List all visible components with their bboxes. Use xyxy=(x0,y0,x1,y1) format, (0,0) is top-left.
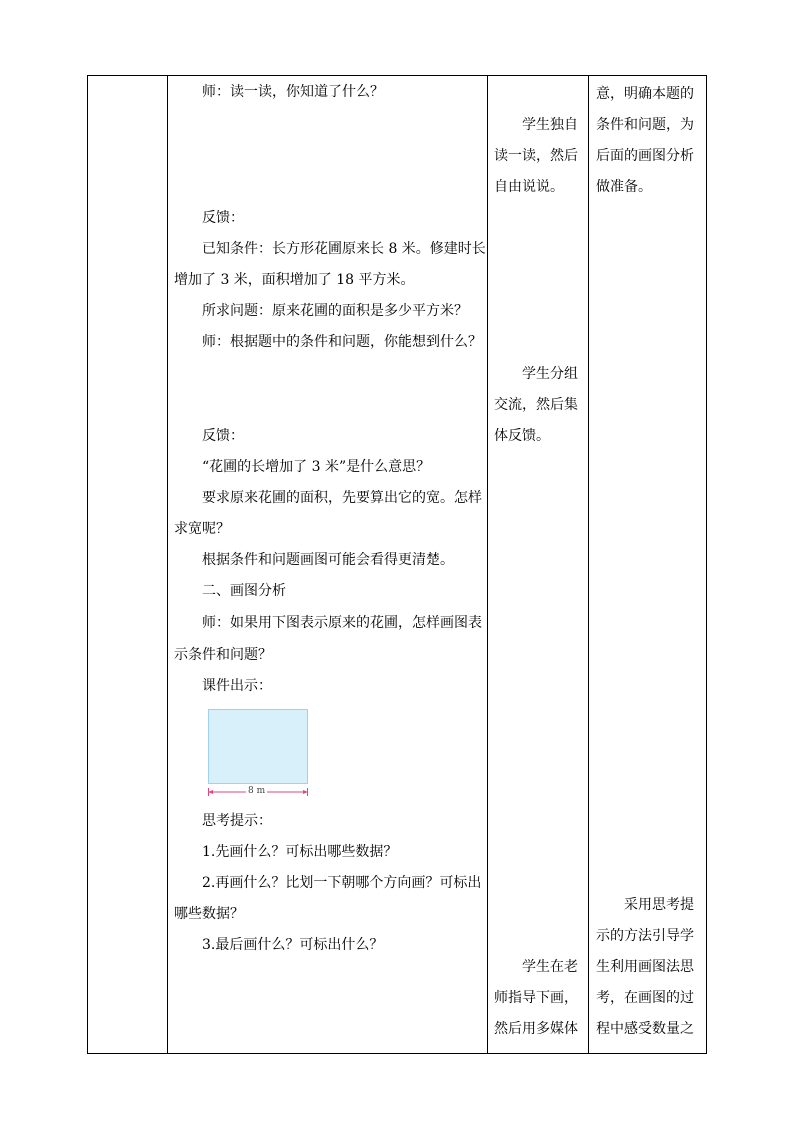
teacher-line-read: 师：读一读，你知道了什么？ xyxy=(202,84,384,100)
table-bottom-border xyxy=(87,1053,707,1054)
student-activity-3-line-2: 师指导下画， xyxy=(494,990,578,1006)
table-divider-2 xyxy=(487,75,488,1054)
design-intent-2-line-4: 考，在画图的过 xyxy=(596,990,694,1006)
length-dimension-label: 8 m xyxy=(248,786,266,796)
garden-rectangle xyxy=(208,709,308,784)
table-border-right xyxy=(706,75,707,1054)
drawing-hint-line: 根据条件和问题画图可能会看得更清楚。 xyxy=(202,552,454,568)
hint-step-2-line-2: 哪些数据？ xyxy=(174,906,244,922)
design-intent-2-line-3: 生利用画图法思 xyxy=(596,959,694,975)
known-condition-line-2: 增加了 3 米，面积增加了 18 平方米。 xyxy=(174,272,415,288)
design-intent-2-line-1: 采用思考提 xyxy=(624,897,694,913)
question-line: 所求问题：原来花圃的面积是多少平方米？ xyxy=(202,303,468,319)
design-intent-1-line-3: 后面的画图分析 xyxy=(596,148,694,164)
table-border-left xyxy=(87,75,88,1054)
table-divider-3 xyxy=(588,75,589,1054)
student-activity-1-line-2: 读一读，然后 xyxy=(494,148,578,164)
student-activity-1-line-3: 自由说说。 xyxy=(494,179,564,195)
feedback-label: 反馈： xyxy=(202,210,244,226)
design-intent-2-line-5: 程中感受数量之 xyxy=(596,1021,694,1037)
garden-rectangle-figure xyxy=(208,709,308,795)
design-intent-1-line-4: 做准备。 xyxy=(596,179,652,195)
table-top-border xyxy=(87,75,707,76)
teacher-line-draw-2: 示条件和问题？ xyxy=(174,647,272,663)
courseware-label: 课件出示： xyxy=(202,678,272,694)
student-activity-2-line-2: 交流，然后集 xyxy=(494,397,578,413)
length-meaning-line: “花圃的长增加了 3 米”是什么意思？ xyxy=(202,459,431,475)
width-line-2: 求宽呢？ xyxy=(174,521,230,537)
known-condition-line-1: 已知条件：长方形花圃原来长 8 米。修建时长 xyxy=(202,241,486,257)
hint-step-1: 1.先画什么？可标出哪些数据？ xyxy=(202,844,398,860)
teacher-line-think: 师：根据题中的条件和问题，你能想到什么？ xyxy=(202,334,482,350)
student-activity-3-line-1: 学生在老 xyxy=(522,959,578,975)
hint-step-3: 3.最后画什么？可标出什么？ xyxy=(202,937,384,953)
design-intent-1-line-2: 条件和问题，为 xyxy=(596,117,694,133)
student-activity-2-line-1: 学生分组 xyxy=(522,366,578,382)
student-activity-1-line-1: 学生独自 xyxy=(522,117,578,133)
student-activity-2-line-3: 体反馈。 xyxy=(494,428,550,444)
design-intent-1-line-1: 意，明确本题的 xyxy=(596,86,694,102)
design-intent-2-line-2: 示的方法引导学 xyxy=(596,928,694,944)
thinking-hint-label: 思考提示： xyxy=(202,813,272,829)
feedback-label-2: 反馈： xyxy=(202,428,244,444)
table-divider-1 xyxy=(167,75,168,1054)
width-line-1: 要求原来花圃的面积，先要算出它的宽。怎样 xyxy=(202,490,482,506)
student-activity-3-line-3: 然后用多媒体 xyxy=(494,1021,578,1037)
teacher-line-draw-1: 师：如果用下图表示原来的花圃，怎样画图表 xyxy=(202,615,482,631)
hint-step-2-line-1: 2.再画什么？比划一下朝哪个方向画？可标出 xyxy=(202,875,482,891)
section-heading: 二、画图分析 xyxy=(202,583,286,599)
